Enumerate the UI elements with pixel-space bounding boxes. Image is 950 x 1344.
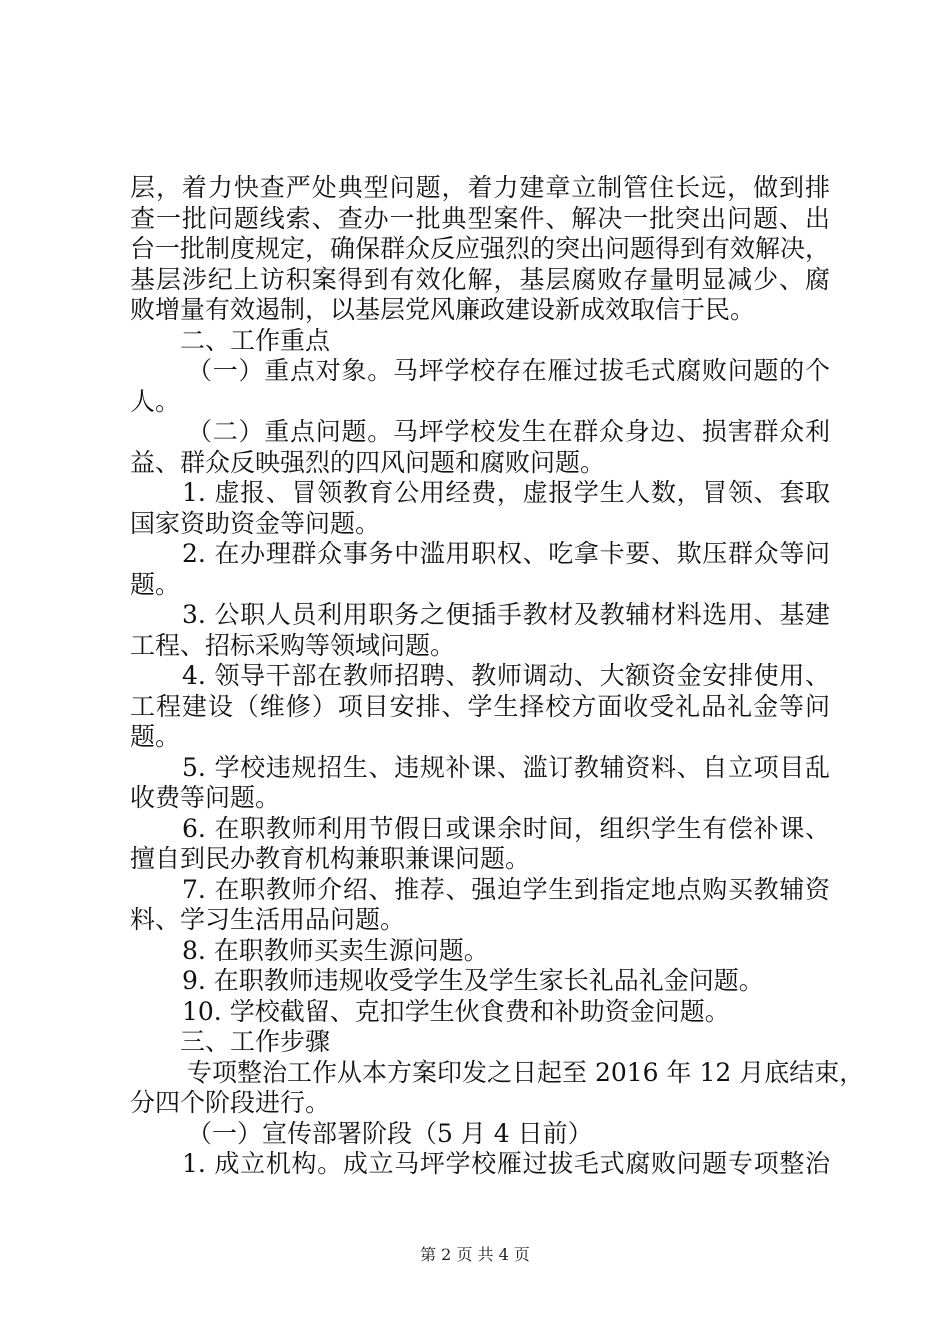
text-line: 工程、招标采购等领域问题。 [130,630,456,660]
text-line: 8. 在职教师买卖生源问题。 [182,935,489,965]
text-line: 5. 学校违规招生、违规补课、滥订教辅资料、自立项目乱 [182,752,830,782]
text-line: 1. 虚报、冒领教育公用经费，虚报学生人数，冒领、套取 [182,478,830,507]
text-line: 基层涉纪上访积案得到有效化解，基层腐败存量明显减少、腐 [130,264,830,294]
text-line: 益、群众反映强烈的四风问题和腐败问题。 [130,447,606,477]
document-body [130,173,865,1180]
text-line: 题。 [130,722,181,751]
text-line: 国家资助资金等问题。 [130,508,381,538]
text-line: 三、工作步骤 [180,1027,331,1056]
text-line: （二）重点问题。马坪学校发生在群众身边、损害群众利 [187,417,830,446]
text-line: 层，着力快查严处典型问题，着力建章立制管住长远，做到排 [130,173,830,202]
text-line: 2. 在办理群众事务中滥用职权、吃拿卡要、欺压群众等问 [182,539,830,568]
text-line: （一）重点对象。马坪学校存在雁过拔毛式腐败问题的个 [187,356,830,385]
text-line: 3. 公职人员利用职务之便插手教材及教辅材料选用、基建 [182,600,830,629]
text-line: 收费等问题。 [130,783,281,812]
text-line: 9. 在职教师违规收受学生及学生家长礼品礼金问题。 [182,966,764,995]
text-line: 7. 在职教师介绍、推荐、强迫学生到指定地点购买教辅资 [182,874,830,904]
text-line: 分四个阶段进行。 [130,1088,331,1117]
text-line: 6. 在职教师利用节假日或课余时间，组织学生有偿补课、 [182,813,830,843]
text-line: 台一批制度规定，确保群众反应强烈的突出问题得到有效解决， [130,234,831,263]
text-line: 二、工作重点 [180,325,331,355]
text-line: （一）宣传部署阶段（5 月 4 日前） [187,1118,593,1148]
text-line: 10. 学校截留、克扣学生伙食费和补助资金问题。 [182,996,730,1026]
text-line: 料、学习生活用品问题。 [130,905,406,934]
page-footer: 第 2 页 共 4 页 [420,1245,530,1264]
text-line: 败增量有效遏制，以基层党风廉政建设新成效取信于民。 [130,295,756,324]
text-line: 题。 [130,569,181,599]
text-line: 专项整治工作从本方案印发之日起至 2016 年 12 月底结束， [187,1057,865,1087]
text-line: 人。 [130,386,181,416]
text-line: 1. 成立机构。成立马坪学校雁过拔毛式腐败问题专项整治 [182,1149,830,1178]
text-line: 4. 领导干部在教师招聘、教师调动、大额资金安排使用、 [182,661,830,690]
text-line: 擅自到民办教育机构兼职兼课问题。 [130,844,531,873]
text-line: 工程建设（维修）项目安排、学生择校方面收受礼品礼金等问 [130,691,830,721]
text-line: 查一批问题线索、查办一批典型案件、解决一批突出问题、出 [130,203,830,233]
